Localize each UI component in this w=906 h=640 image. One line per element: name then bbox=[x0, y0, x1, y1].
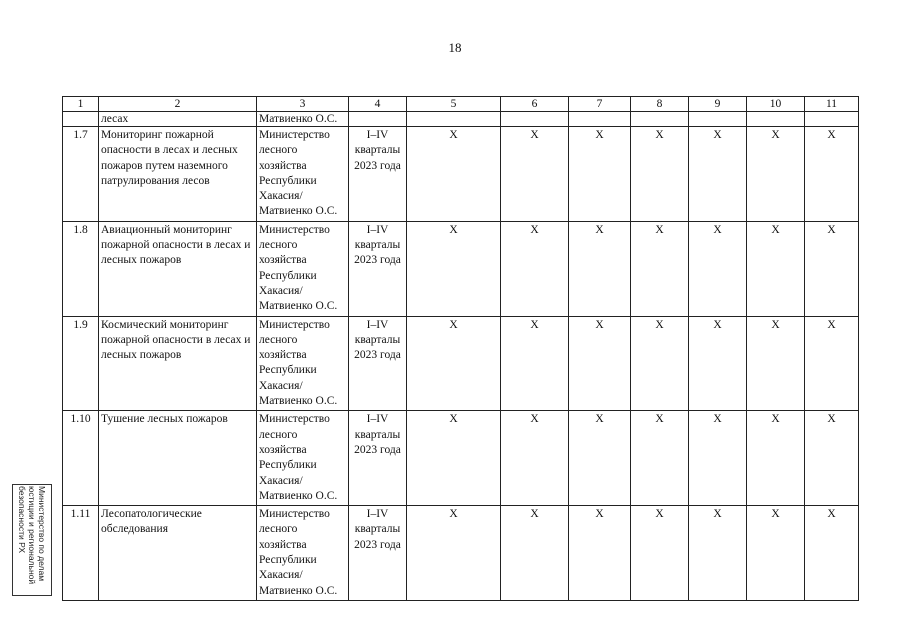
mark-cell: X bbox=[407, 221, 501, 316]
empty-cell bbox=[569, 112, 631, 127]
stamp-text: Министерство по делам юстиции и региональной безопасности РХ bbox=[17, 486, 47, 585]
header-cell: 9 bbox=[689, 97, 747, 112]
empty-cell bbox=[747, 112, 805, 127]
item-number-cell: 1.9 bbox=[63, 316, 99, 411]
header-row bbox=[63, 97, 859, 112]
mark-cell: X bbox=[689, 316, 747, 411]
period-cell: I–IV кварталы 2023 года bbox=[349, 506, 407, 601]
mark-cell: X bbox=[407, 411, 501, 506]
item-number-cell: 1.7 bbox=[63, 127, 99, 222]
responsible-cell: Министерство лесного хозяйства Республики Хакасия/ Матвиенко О.С. bbox=[257, 506, 349, 601]
mark-cell: X bbox=[689, 127, 747, 222]
mark-cell: X bbox=[569, 506, 631, 601]
mark-cell: X bbox=[805, 127, 859, 222]
mark-cell: X bbox=[805, 221, 859, 316]
item-number-cell: 1.10 bbox=[63, 411, 99, 506]
empty-cell bbox=[805, 112, 859, 127]
responsible-cell: Министерство лесного хозяйства Республики Хакасия/ Матвиенко О.С. bbox=[257, 316, 349, 411]
mark-cell: X bbox=[501, 221, 569, 316]
continuation-period-cell bbox=[349, 112, 407, 127]
mark-cell: X bbox=[689, 506, 747, 601]
continuation-row bbox=[63, 112, 859, 127]
mark-cell: X bbox=[569, 316, 631, 411]
empty-cell bbox=[631, 112, 689, 127]
period-cell: I–IV кварталы 2023 года bbox=[349, 411, 407, 506]
activity-name-cell: Мониторинг пожарной опасности в лесах и лесных пожаров путем наземного патрулирования лесов bbox=[99, 127, 257, 222]
mark-cell: X bbox=[407, 127, 501, 222]
plan-table bbox=[62, 96, 859, 601]
table-row bbox=[63, 316, 859, 411]
period-cell: I–IV кварталы 2023 года bbox=[349, 221, 407, 316]
mark-cell: X bbox=[501, 411, 569, 506]
responsible-cell: Министерство лесного хозяйства Республики Хакасия/ Матвиенко О.С. bbox=[257, 127, 349, 222]
header-cell: 4 bbox=[349, 97, 407, 112]
mark-cell: X bbox=[631, 411, 689, 506]
mark-cell: X bbox=[407, 506, 501, 601]
table-row bbox=[63, 411, 859, 506]
header-cell: 6 bbox=[501, 97, 569, 112]
mark-cell: X bbox=[501, 127, 569, 222]
empty-cell bbox=[407, 112, 501, 127]
mark-cell: X bbox=[631, 506, 689, 601]
mark-cell: X bbox=[689, 411, 747, 506]
mark-cell: X bbox=[747, 506, 805, 601]
continuation-name-cell: лесах bbox=[99, 112, 257, 127]
activity-name-cell: Авиационный мониторинг пожарной опасности в лесах и лесных пожаров bbox=[99, 221, 257, 316]
page-number: 18 bbox=[448, 40, 462, 55]
activity-name-cell: Тушение лесных пожаров bbox=[99, 411, 257, 506]
table-row bbox=[63, 221, 859, 316]
mark-cell: X bbox=[501, 316, 569, 411]
header-cell: 7 bbox=[569, 97, 631, 112]
mark-cell: X bbox=[805, 506, 859, 601]
mark-cell: X bbox=[569, 221, 631, 316]
mark-cell: X bbox=[747, 316, 805, 411]
item-number-cell: 1.8 bbox=[63, 221, 99, 316]
empty-cell bbox=[501, 112, 569, 127]
mark-cell: X bbox=[805, 411, 859, 506]
period-cell: I–IV кварталы 2023 года bbox=[349, 127, 407, 222]
continuation-number-cell bbox=[63, 112, 99, 127]
mark-cell: X bbox=[569, 411, 631, 506]
mark-cell: X bbox=[407, 316, 501, 411]
activity-name-cell: Космический мониторинг пожарной опасности в лесах и лесных пожаров bbox=[99, 316, 257, 411]
period-cell: I–IV кварталы 2023 года bbox=[349, 316, 407, 411]
header-cell: 5 bbox=[407, 97, 501, 112]
header-cell: 11 bbox=[805, 97, 859, 112]
continuation-responsible-cell: Матвиенко О.С. bbox=[257, 112, 349, 127]
header-cell: 10 bbox=[747, 97, 805, 112]
mark-cell: X bbox=[631, 221, 689, 316]
mark-cell: X bbox=[689, 221, 747, 316]
mark-cell: X bbox=[805, 316, 859, 411]
mark-cell: X bbox=[747, 411, 805, 506]
responsible-cell: Министерство лесного хозяйства Республики Хакасия/ Матвиенко О.С. bbox=[257, 221, 349, 316]
empty-cell bbox=[689, 112, 747, 127]
header-cell: 8 bbox=[631, 97, 689, 112]
responsible-cell: Министерство лесного хозяйства Республики Хакасия/ Матвиенко О.С. bbox=[257, 411, 349, 506]
header-cell: 3 bbox=[257, 97, 349, 112]
item-number-cell: 1.11 bbox=[63, 506, 99, 601]
mark-cell: X bbox=[747, 127, 805, 222]
mark-cell: X bbox=[569, 127, 631, 222]
mark-cell: X bbox=[631, 316, 689, 411]
registration-stamp bbox=[12, 484, 52, 596]
mark-cell: X bbox=[501, 506, 569, 601]
header-cell: 1 bbox=[63, 97, 99, 112]
table-row bbox=[63, 127, 859, 222]
table-row bbox=[63, 506, 859, 601]
mark-cell: X bbox=[631, 127, 689, 222]
activity-name-cell: Лесопатологические обследования bbox=[99, 506, 257, 601]
header-cell: 2 bbox=[99, 97, 257, 112]
mark-cell: X bbox=[747, 221, 805, 316]
